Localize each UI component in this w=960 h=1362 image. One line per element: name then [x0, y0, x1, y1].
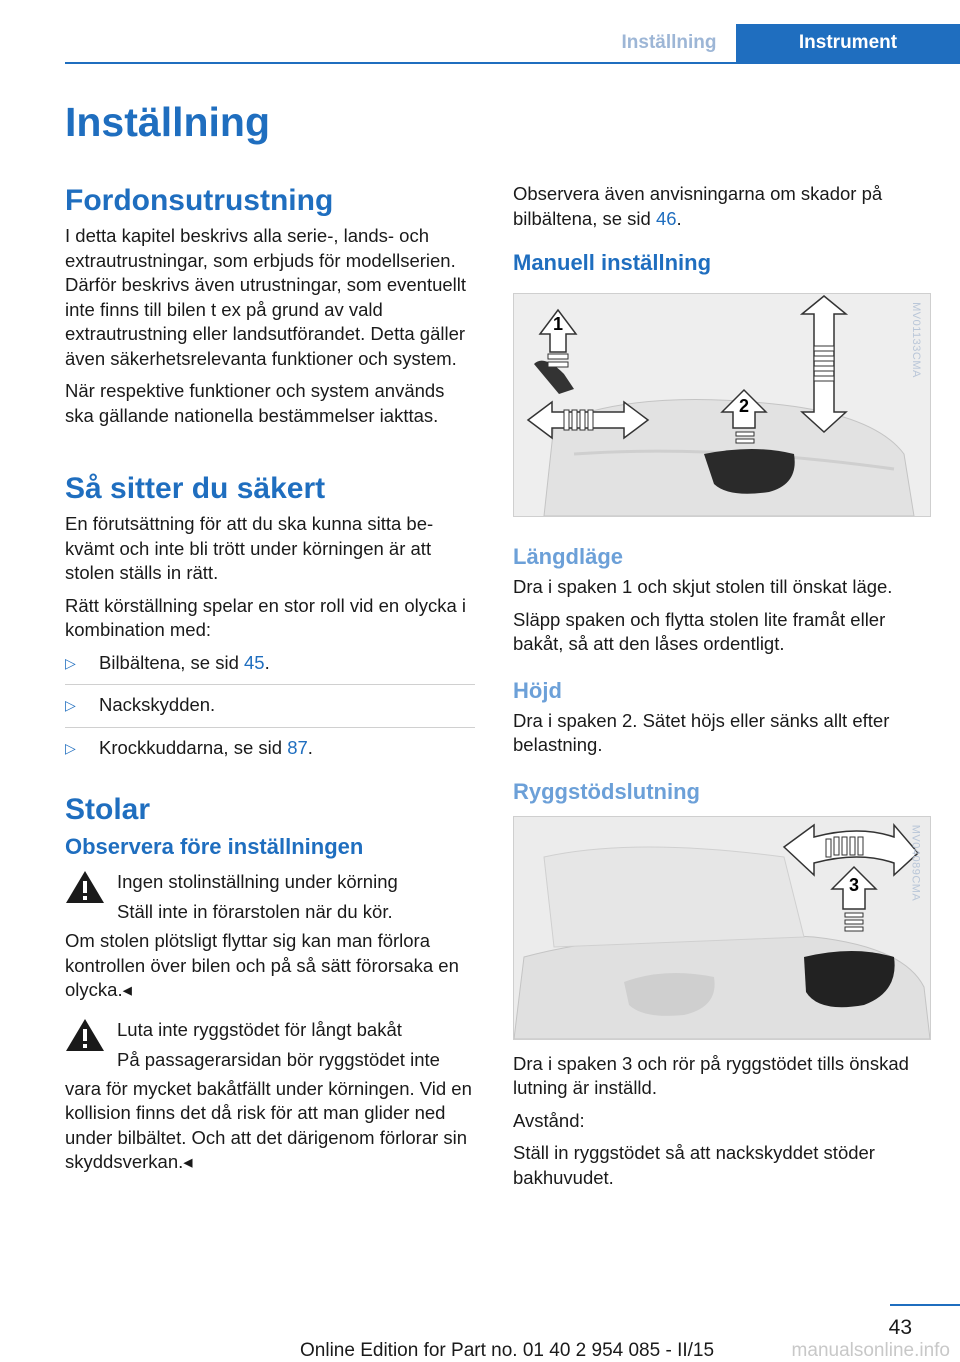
warning-2-title: Luta inte ryggstödet för långt bakåt [117, 1018, 402, 1040]
section-title-safe-seating: Så sitter du säkert [65, 472, 326, 505]
backrest-paragraph-1: Dra i spaken 3 och rör på ryggstödet tills önskad lutning är inställd. [513, 1052, 909, 1098]
subsection-title-manual-adjustment: Manuell inställning [513, 250, 712, 275]
height-paragraph: Dra i spaken 2. Sätet höjs eller sänks allt efter belastning. [513, 709, 890, 755]
equipment-paragraph-2: När respektive funktioner och system används ska gällande nationella bestämmelser iakttas. [65, 380, 445, 426]
list-item: ▷ Nackskydden. [65, 684, 475, 727]
warning-triangle-icon [65, 869, 105, 905]
chapter-title: Inställning [65, 99, 270, 145]
safe-seating-paragraph-1: En förutsättning för att du ska kunna sitta bekvämt och inte bli trött under körningen är att stolen ställs in rätt. [65, 513, 434, 583]
subsection-title-backrest: Ryggstödslutning [513, 778, 700, 804]
subsection-title-height: Höjd [513, 677, 562, 703]
safety-list [65, 651, 475, 770]
backrest-illustration [514, 817, 930, 1039]
list-item: ▷ Bilbältena, se sid 45. [65, 651, 475, 685]
warning-1-body: Om stolen plötsligt flyttar sig kan man förlora kontrollen över bilen och på så sätt förorsaka en olycka.◂ [65, 930, 459, 1000]
page-link-45[interactable]: 45 [244, 651, 265, 673]
belt-damage-note: Observera även anvisningarna om skador på bilbältena, se sid 46. [513, 183, 883, 229]
header-rule [65, 62, 960, 64]
tab-chapter[interactable]: Instrument [736, 24, 960, 62]
list-item: ▷ Krockkuddarna, se sid 87. [65, 727, 475, 770]
edition-line: Online Edition for Part no. 01 40 2 954 085 - II/15 [300, 1340, 715, 1361]
footer-rule [890, 1304, 960, 1306]
figure-label-2: 2 [738, 396, 750, 416]
page-link-46[interactable]: 46 [655, 207, 677, 229]
warning-block-2 [65, 1015, 475, 1175]
warning-2-body: vara för mycket bakåtfällt under körningen. Vid en kollision finns det då risk för att man glider ned under bilbältet. Och att det därigenom förlorar sin skyddsverkan.◂ [65, 1077, 472, 1172]
longitudinal-paragraph-2: Släpp spaken och flytta stolen lite framåt eller bakåt, så att den låses ordentligt. [513, 608, 886, 654]
figure-code: MV01133CMA [910, 302, 923, 378]
backrest-paragraph-2: Avstånd: [513, 1109, 585, 1131]
warning-block-1 [65, 867, 475, 1003]
page-number: 43 [888, 1316, 912, 1339]
section-title-seats: Stolar [65, 793, 151, 826]
watermark: manualsonline.info [791, 1340, 950, 1361]
section-title-equipment: Fordonsutrustning [65, 184, 334, 217]
figure-label-1: 1 [552, 314, 564, 334]
longitudinal-paragraph-1: Dra i spaken 1 och skjut stolen till önskat läge. [513, 576, 893, 597]
left-column [65, 182, 475, 1175]
subsection-title-longitudinal: Längdläge [513, 544, 624, 569]
warning-2-line: På passagerarsidan bör ryggstödet inte [117, 1048, 440, 1070]
warning-1-line: Ställ inte in förarstolen när du kör. [117, 901, 393, 922]
backrest-paragraph-3: Ställ in ryggstödet så att nackskyddet stöder bakhuvudet. [513, 1142, 875, 1188]
warning-triangle-icon [65, 1017, 105, 1053]
triangle-bullet-icon: ▷ [65, 739, 76, 756]
figure-code: MV04089CMA [909, 824, 922, 901]
page-link-87[interactable]: 87 [287, 736, 308, 758]
figure-label-3: 3 [848, 874, 860, 895]
safe-seating-paragraph-2: Rätt körställning spelar en stor roll vid en olycka i kombination med: [65, 594, 467, 640]
seat-illustration [514, 294, 930, 516]
seat-figure-1 [513, 293, 931, 517]
right-column [513, 182, 933, 1198]
subsection-title-before-adjusting: Observera före inställningen [65, 834, 364, 859]
triangle-bullet-icon: ▷ [65, 697, 76, 713]
triangle-bullet-icon: ▷ [65, 654, 76, 671]
warning-1-title: Ingen stolinställning under körning [117, 871, 398, 892]
tab-section[interactable]: Inställning [602, 24, 736, 62]
header-tabs [602, 24, 960, 62]
equipment-paragraph-1: I detta kapitel beskrivs alla serie-, lands- och extrautrustningar, som erbjuds för modellserien. Därför beskrivs även utrustningar, som eventuellt inte finns till bilen t ex på grund av vald extrautrustning eller landsutförandet. Detta gäller även säkerhetsrelevanta funktioner och system. [65, 225, 467, 369]
seat-figure-2 [513, 816, 931, 1040]
